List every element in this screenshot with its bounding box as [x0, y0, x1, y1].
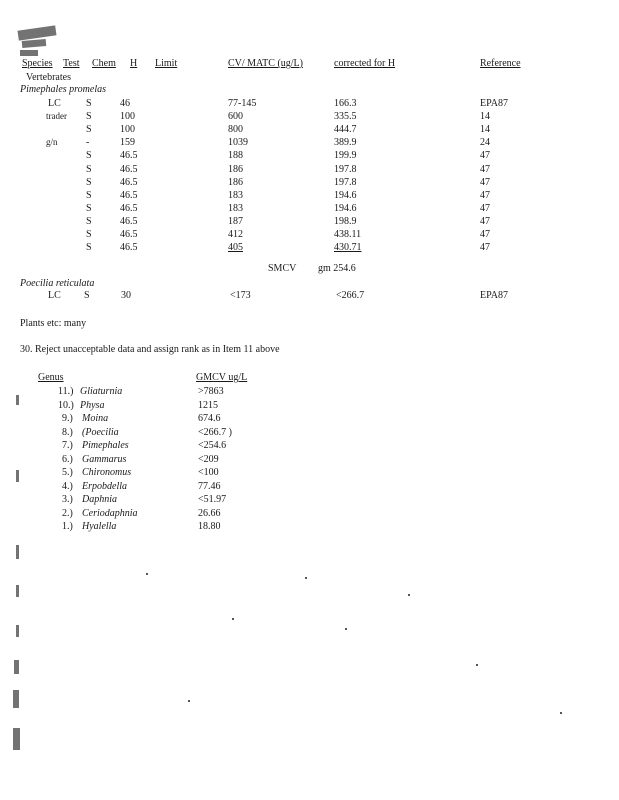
cell-test: S: [86, 111, 92, 122]
genus-name: Gliaturnia: [80, 386, 123, 397]
genus-rank: 6.): [62, 454, 73, 465]
scan-artifact: [13, 690, 19, 708]
cell-h: 46.5: [120, 216, 138, 227]
cell-lc: LC: [48, 98, 61, 109]
cell-corrected: 430.71: [334, 242, 362, 253]
genus-name: Daphnia: [82, 494, 117, 505]
cell-reference: 14: [480, 111, 490, 122]
cell-test: -: [86, 137, 90, 148]
cell-corrected: 444.7: [334, 124, 357, 135]
cell-h: 159: [120, 137, 135, 148]
cell-cv: 187: [228, 216, 243, 227]
cell-cv: 183: [228, 203, 243, 214]
gmcv-value: 77.46: [198, 481, 221, 492]
cell-corrected: 389.9: [334, 137, 357, 148]
cell-corrected: 438.11: [334, 229, 362, 240]
scan-artifact: [16, 395, 19, 405]
cell-reference: 14: [480, 124, 490, 135]
cell-corrected: 194.6: [334, 203, 357, 214]
cell-reference: 47: [480, 203, 490, 214]
cell-h: 46.5: [120, 190, 138, 201]
cell-reference: EPA87: [480, 98, 508, 109]
scan-artifact: [16, 625, 19, 637]
gmcv-value: 674.6: [198, 413, 221, 424]
species-name: Pimephales promelas: [20, 84, 107, 95]
header-test: Test: [63, 58, 80, 69]
cell-test: S: [86, 124, 92, 135]
genus-name: (Poecilia: [82, 427, 119, 438]
header-cv: CV/ MATC (ug/L): [228, 58, 303, 69]
scan-artifact: [16, 545, 19, 559]
cell-test: S: [86, 242, 92, 253]
cell-reference: 47: [480, 216, 490, 227]
cell-corrected: 335.5: [334, 111, 357, 122]
gmcv-value: <51.97: [198, 494, 227, 505]
cell-h: 46.5: [120, 242, 138, 253]
genus-rank: 8.): [62, 427, 73, 438]
cell-lc: LC: [48, 290, 61, 301]
header-chem: Chem: [92, 58, 116, 69]
genus-name: Ceriodaphnia: [82, 508, 138, 519]
cell-reference: 47: [480, 242, 490, 253]
genus-rank: 1.): [62, 521, 73, 532]
scan-artifact: [13, 728, 20, 750]
header-species: Species: [22, 58, 53, 69]
genus-rank: 3.): [62, 494, 73, 505]
genus-name: Pimephales: [82, 440, 129, 451]
smcv-label: SMCV: [268, 263, 297, 274]
cell-reference: 47: [480, 164, 490, 175]
cell-h: 30: [121, 290, 131, 301]
cell-cv: <173: [230, 290, 251, 301]
genus-name: Chironomus: [82, 467, 132, 478]
cell-corrected: 166.3: [334, 98, 357, 109]
cell-h: 100: [120, 124, 135, 135]
cell-reference: 47: [480, 150, 490, 161]
cell-corrected: 199.9: [334, 150, 357, 161]
cell-note: g/n: [46, 137, 58, 147]
genus-rank: 7.): [62, 440, 73, 451]
genus-rank: 10.): [58, 400, 74, 411]
cell-test: S: [86, 203, 92, 214]
genus-rank: 2.): [62, 508, 73, 519]
cell-reference: EPA87: [480, 290, 508, 301]
cell-h: 46.5: [120, 164, 138, 175]
cell-test: S: [86, 98, 92, 109]
gmcv-value: <266.7 ): [198, 427, 232, 438]
scan-artifact: [14, 660, 19, 674]
gmcv-value: <100: [198, 467, 219, 478]
gmcv-header: GMCV ug/L: [196, 372, 248, 383]
plants-line: Plants etc: many: [20, 318, 87, 329]
cell-cv: 1039: [228, 137, 248, 148]
section-vertebrates: Vertebrates: [26, 72, 71, 83]
cell-test: S: [86, 216, 92, 227]
cell-reference: 47: [480, 177, 490, 188]
cell-reference: 24: [480, 137, 490, 148]
cell-test: S: [86, 190, 92, 201]
genus-rank: 5.): [62, 467, 73, 478]
cell-h: 46: [120, 98, 130, 109]
cell-test: S: [86, 164, 92, 175]
genus-name: Hyalella: [82, 521, 117, 532]
gmcv-value: >7863: [198, 386, 224, 397]
gmcv-value: <254.6: [198, 440, 227, 451]
genus-name: Moina: [82, 413, 109, 424]
cell-h: 100: [120, 111, 135, 122]
genus-rank: 11.): [58, 386, 74, 397]
cell-corrected: <266.7: [336, 290, 365, 301]
header-limit: Limit: [155, 58, 178, 69]
genus-rank: 4.): [62, 481, 73, 492]
genus-name: Gammarus: [82, 454, 127, 465]
scan-artifact: [22, 39, 47, 48]
scan-artifact: [20, 50, 38, 56]
cell-test: S: [86, 229, 92, 240]
cell-cv: 183: [228, 190, 243, 201]
cell-cv: 600: [228, 111, 243, 122]
cell-cv: 412: [228, 229, 243, 240]
item-30-line: 30. Reject unacceptable data and assign rank as in Item 11 above: [20, 344, 280, 355]
cell-cv: 77-145: [228, 98, 257, 109]
cell-test: S: [84, 290, 90, 301]
header-reference: Reference: [480, 58, 521, 69]
cell-cv: 186: [228, 177, 243, 188]
cell-h: 46.5: [120, 177, 138, 188]
header-corrected: corrected for H: [334, 58, 396, 69]
species-name: Poecilia reticulata: [20, 278, 95, 289]
cell-corrected: 197.8: [334, 164, 357, 175]
cell-cv: 405: [228, 242, 243, 253]
cell-h: 46.5: [120, 150, 138, 161]
scan-artifact: [16, 470, 19, 482]
smcv-value: gm 254.6: [318, 263, 356, 274]
gmcv-value: 18.80: [198, 521, 221, 532]
cell-h: 46.5: [120, 229, 138, 240]
header-h: H: [130, 58, 138, 69]
cell-note: trader: [46, 111, 67, 121]
gmcv-value: <209: [198, 454, 219, 465]
genus-name: Erpobdella: [82, 481, 127, 492]
cell-reference: 47: [480, 229, 490, 240]
genus-name: Physa: [80, 400, 105, 411]
cell-cv: 800: [228, 124, 243, 135]
cell-corrected: 198.9: [334, 216, 357, 227]
cell-cv: 186: [228, 164, 243, 175]
scan-artifact: [17, 25, 56, 40]
cell-cv: 188: [228, 150, 243, 161]
genus-header: Genus: [38, 372, 64, 383]
cell-test: S: [86, 150, 92, 161]
cell-corrected: 194.6: [334, 190, 357, 201]
scan-artifact: [16, 585, 19, 597]
gmcv-value: 1215: [198, 400, 218, 411]
genus-rank: 9.): [62, 413, 73, 424]
cell-reference: 47: [480, 190, 490, 201]
gmcv-value: 26.66: [198, 508, 221, 519]
cell-corrected: 197.8: [334, 177, 357, 188]
cell-h: 46.5: [120, 203, 138, 214]
cell-test: S: [86, 177, 92, 188]
